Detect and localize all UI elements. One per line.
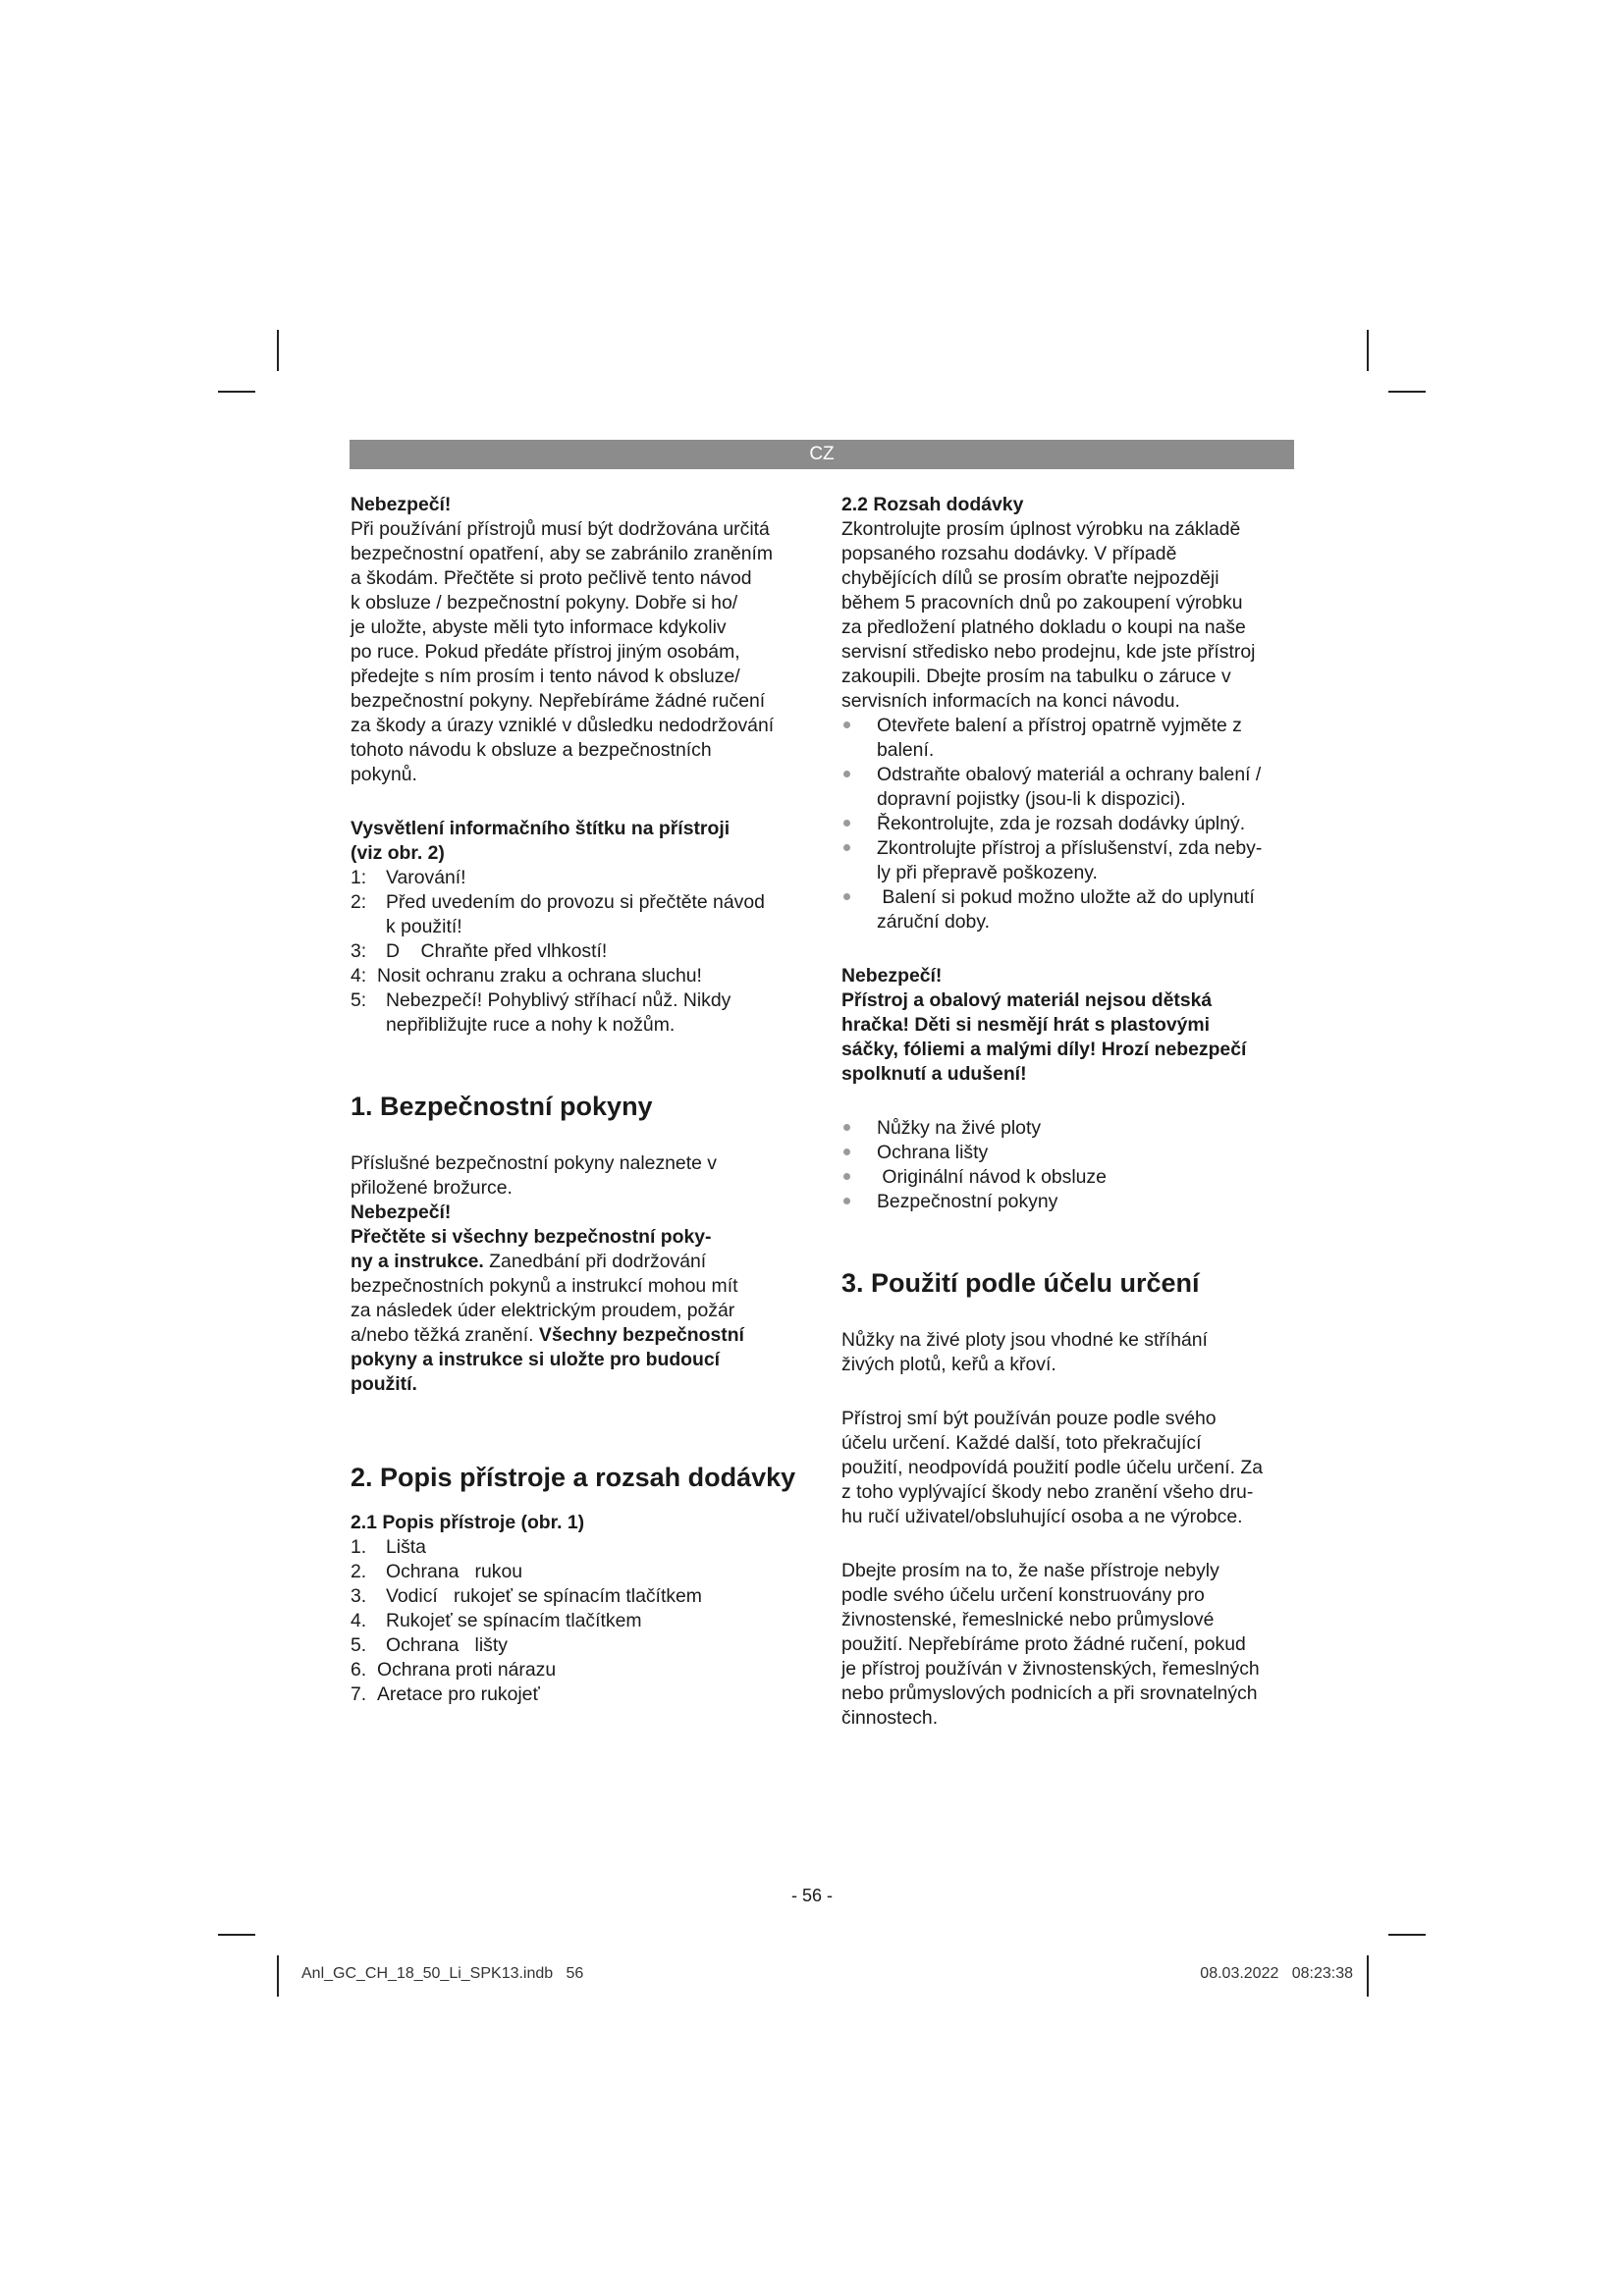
text-line: Zanedbání při dodržování (483, 1251, 707, 1272)
item-text: Nůžky na živé ploty (877, 1117, 1042, 1139)
text-line: popsaného rozsahu dodávky. V případě (841, 543, 1177, 564)
item-text: Vodicí rukojeť se spínacím tlačítkem (386, 1585, 702, 1607)
item-text: Ochrana proti nárazu (377, 1659, 557, 1681)
item-number: 5: (351, 989, 367, 1011)
section-1-title: 1. Bezpečnostní pokyny (351, 1092, 653, 1121)
text-line: přiložené brožurce. (351, 1177, 513, 1199)
crop-mark-top-right-v (1367, 330, 1369, 371)
bullet-icon (843, 1198, 850, 1204)
text-line: použití, neodpovídá použití podle účelu určení. Za (841, 1457, 1264, 1478)
list-item (841, 885, 1293, 934)
item-text: záruční doby. (877, 911, 990, 933)
list-item (351, 939, 814, 964)
text-line: Dbejte prosím na to, že naše přístroje nebyly (841, 1560, 1219, 1581)
item-text: Balení si pokud možno uložte až do uplynutí (877, 886, 1255, 908)
item-text: Nebezpečí! Pohyblivý stříhací nůž. Nikdy (386, 989, 731, 1011)
text-line: po ruce. Pokud předáte přístroj jiným osobám, (351, 641, 740, 663)
item-number: 2: (351, 891, 367, 913)
text-line: pokynů. (351, 764, 417, 785)
text-line: spolknutí a udušení! (841, 1063, 1027, 1085)
section-2-title: 2. Popis přístroje a rozsah dodávky (351, 1463, 796, 1492)
text-line: ny a instrukce. (351, 1251, 484, 1272)
text-line: hračka! Děti si nesmějí hrát s plastovými (841, 1014, 1211, 1036)
item-number: 2. (351, 1561, 367, 1582)
item-number: 7. (351, 1683, 367, 1705)
item-number: 3: (351, 940, 367, 962)
text-line: za následek úder elektrickým proudem, požár (351, 1300, 735, 1321)
item-text: Nosit ochranu zraku a ochrana sluchu! (377, 965, 702, 987)
item-text: Ochrana lišty (877, 1142, 989, 1163)
list-item (841, 714, 1293, 763)
language-code: CZ (809, 444, 835, 464)
item-text: Aretace pro rukojeť (377, 1683, 540, 1705)
list-item (841, 763, 1293, 812)
item-text: Lišta (386, 1536, 426, 1558)
list-item (351, 1584, 814, 1609)
item-text: Rukojeť se spínacím tlačítkem (386, 1610, 642, 1631)
danger-title: Nebezpečí! (351, 1201, 452, 1223)
text-line: sáčky, fóliemi a malými díly! Hrozí nebezpečí (841, 1039, 1247, 1060)
item-text: Varování! (386, 867, 466, 888)
item-text: Řekontrolujte, zda je rozsah dodávky úplný. (877, 813, 1246, 834)
text-line: za škody a úrazy vzniklé v důsledku nedodržování (351, 715, 775, 736)
list-item (351, 890, 814, 939)
item-text: k použití! (386, 916, 462, 937)
text-line: podle svého účelu určení konstruovány pro (841, 1584, 1205, 1606)
item-text: Ochrana lišty (386, 1634, 508, 1656)
text-line: Při používání přístrojů musí být dodržována určitá (351, 518, 770, 540)
list-item (841, 812, 1293, 836)
list-item (351, 1535, 814, 1560)
danger-title: Nebezpečí! (841, 965, 943, 987)
text-line: účelu určení. Každé další, toto překračující (841, 1432, 1202, 1454)
bullet-icon (843, 844, 850, 851)
crop-mark-bottom-right-v (1367, 1955, 1369, 1997)
crop-mark-bottom-right-h (1388, 1934, 1426, 1936)
list-item (841, 1116, 1293, 1141)
text-line: živnostenské, řemeslnické nebo průmyslové (841, 1609, 1215, 1630)
text-line: Nůžky na živé ploty jsou vhodné ke stříhání (841, 1329, 1208, 1351)
item-number: 1: (351, 867, 367, 888)
text-line: a škodám. Přečtěte si proto pečlivě tento návod (351, 567, 752, 589)
text-line: Všechny bezpečnostní (538, 1324, 744, 1346)
crop-mark-top-left-v (277, 330, 279, 371)
list-item (351, 1682, 814, 1707)
list-item (841, 1165, 1293, 1190)
list-item (351, 866, 814, 890)
text-line: hu ručí uživatel/obsluhující osoba a ne výrobce. (841, 1506, 1243, 1527)
section-3-title: 3. Použití podle účelu určení (841, 1268, 1200, 1298)
item-text: dopravní pojistky (jsou-li k dispozici). (877, 788, 1186, 810)
list-item (841, 1190, 1293, 1214)
item-number: 4. (351, 1610, 367, 1631)
text-line: živých plotů, keřů a křoví. (841, 1354, 1056, 1375)
list-item (841, 1141, 1293, 1165)
parts-list (351, 1535, 814, 1707)
item-number: 3. (351, 1585, 367, 1607)
text-line: použití. Nepřebíráme proto žádné ručení, pokud (841, 1633, 1246, 1655)
item-text: Před uvedením do provozu si přečtěte návod (386, 891, 765, 913)
item-text: ly při přepravě poškozeny. (877, 862, 1098, 883)
list-item (351, 1609, 814, 1633)
text-line: bezpečnostní opatření, aby se zabránilo zraněním (351, 543, 774, 564)
footer-datetime: 08.03.2022 08:23:38 (1200, 1965, 1353, 1982)
label-items-list (351, 866, 814, 1038)
item-text: Otevřete balení a přístroj opatrně vyjměte z (877, 715, 1242, 736)
text-line: Zkontrolujte prosím úplnost výrobku na základě (841, 518, 1241, 540)
text-line: činnostech. (841, 1707, 939, 1729)
list-item (351, 964, 814, 988)
footer-file-name: Anl_GC_CH_18_50_Li_SPK13.indb 56 (301, 1965, 584, 1982)
list-item (351, 1633, 814, 1658)
text-line: chybějících dílů se prosím obraťte nejpozději (841, 567, 1219, 589)
language-header-bar (350, 440, 1294, 469)
item-text: Ochrana rukou (386, 1561, 523, 1582)
item-number: 4: (351, 965, 367, 987)
danger-paragraph (351, 517, 814, 787)
item-number: 5. (351, 1634, 367, 1656)
text-line: a/nebo těžká zranění. (351, 1324, 539, 1346)
text-line: je přístroj používán v živnostenských, řemeslných (841, 1658, 1260, 1680)
unpacking-steps-list (841, 714, 1293, 934)
subsection-2-1-title: 2.1 Popis přístroje (obr. 1) (351, 1512, 585, 1533)
item-text: nepřibližujte ruce a nohy k nožům. (386, 1014, 676, 1036)
crop-mark-top-left-h (218, 391, 255, 393)
text-line: servisní středisko nebo prodejnu, kde jste přístroj (841, 641, 1256, 663)
right-column (841, 493, 1293, 1731)
text-line: předejte s ním prosím i tento návod k obsluze/ (351, 666, 740, 687)
item-text: D Chraňte před vlhkostí! (386, 940, 608, 962)
list-item (351, 988, 814, 1038)
list-item (841, 836, 1293, 885)
text-line: za předložení platného dokladu o koupi na naše (841, 616, 1246, 638)
text-line: z toho vyplývající škody nebo zranění všeho dru- (841, 1481, 1254, 1503)
text-line: Přístroj a obalový materiál nejsou dětská (841, 989, 1213, 1011)
danger-title: Nebezpečí! (351, 494, 452, 515)
item-text: Originální návod k obsluze (877, 1166, 1107, 1188)
text-line: během 5 pracovních dnů po zakoupení výrobku (841, 592, 1243, 614)
subsection-2-2-title: 2.2 Rozsah dodávky (841, 494, 1024, 515)
item-text: balení. (877, 739, 935, 761)
text-line: bezpečnostních pokynů a instrukcí mohou mít (351, 1275, 738, 1297)
text-line: k obsluze / bezpečnostní pokyny. Dobře si ho/ (351, 592, 738, 614)
text-line: je uložte, abyste měli tyto informace kdykoliv (351, 616, 727, 638)
list-item (351, 1658, 814, 1682)
bullet-icon (843, 1124, 850, 1131)
text-line: Příslušné bezpečnostní pokyny naleznete v (351, 1152, 717, 1174)
item-text: Zkontrolujte přístroj a příslušenství, zda neby- (877, 837, 1263, 859)
item-number: 1. (351, 1536, 367, 1558)
bullet-icon (843, 771, 850, 777)
label-explanation-title-ref: (viz obr. 2) (351, 842, 445, 864)
text-line: nebo průmyslových podnicích a při srovnatelných (841, 1682, 1258, 1704)
bullet-icon (843, 893, 850, 900)
bullet-icon (843, 1148, 850, 1155)
delivery-contents-list (841, 1116, 1293, 1214)
label-explanation-title: Vysvětlení informačního štítku na přístroji (351, 818, 731, 839)
text-line: zakoupili. Dbejte prosím na tabulku o záruce v (841, 666, 1231, 687)
bullet-icon (843, 721, 850, 728)
text-line: tohoto návodu k obsluze a bezpečnostních (351, 739, 712, 761)
text-line: bezpečnostní pokyny. Nepřebíráme žádné ručení (351, 690, 766, 712)
item-number: 6. (351, 1659, 367, 1681)
bullet-icon (843, 820, 850, 827)
item-text: Odstraňte obalový materiál a ochrany balení / (877, 764, 1262, 785)
text-line: servisních informacích na konci návodu. (841, 690, 1180, 712)
crop-mark-bottom-left-h (218, 1934, 255, 1936)
text-line: použití. (351, 1373, 417, 1395)
text-line: pokyny a instrukce si uložte pro budoucí (351, 1349, 721, 1370)
text-line: Přečtěte si všechny bezpečnostní poky- (351, 1226, 712, 1248)
item-text: Bezpečnostní pokyny (877, 1191, 1058, 1212)
left-column (351, 493, 814, 1707)
crop-mark-bottom-left-v (277, 1955, 279, 1997)
text-line: Přístroj smí být používán pouze podle svého (841, 1408, 1217, 1429)
page-number: - 56 - (790, 1886, 833, 1905)
bullet-icon (843, 1173, 850, 1180)
list-item (351, 1560, 814, 1584)
crop-mark-top-right-h (1388, 391, 1426, 393)
